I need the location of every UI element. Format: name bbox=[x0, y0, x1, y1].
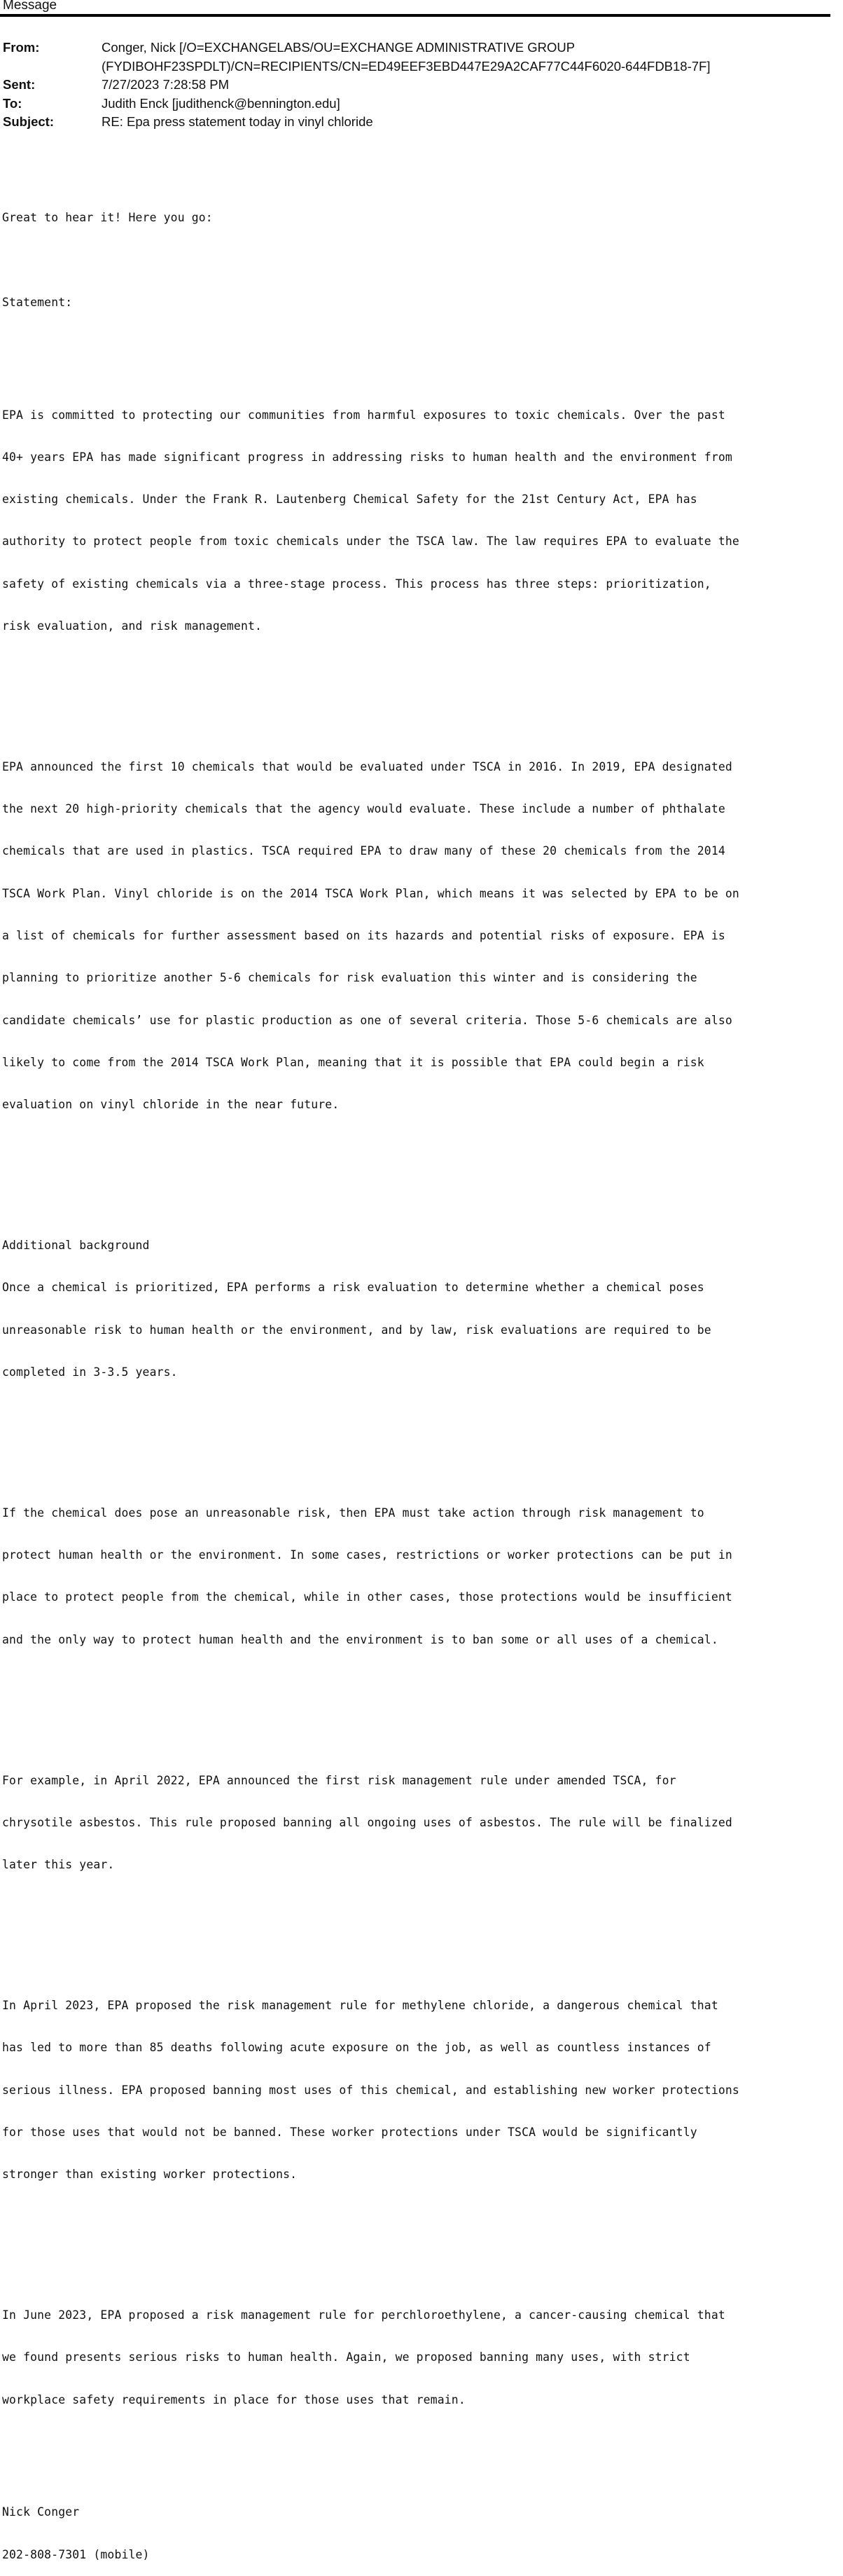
sent-label: Sent: bbox=[3, 77, 36, 92]
window-title: Message bbox=[3, 0, 57, 13]
sent-value: 7/27/2023 7:28:58 PM bbox=[102, 77, 230, 92]
greeting: Great to hear it! Here you go: bbox=[2, 211, 213, 225]
header-divider bbox=[0, 14, 830, 17]
subject-row bbox=[3, 113, 711, 132]
subject-value: RE: Epa press statement today in vinyl chloride bbox=[102, 114, 373, 129]
from-value-line2: (FYDIBOHF23SPDLT)/CN=RECIPIENTS/CN=ED49EEF3EBD447E29A2CAF77C44F6020-644FDB18-7F] bbox=[102, 58, 711, 74]
from-row bbox=[3, 39, 711, 57]
paragraph-7: In June 2023, EPA proposed a risk management rule for perchloroethylene, a cancer-causing chemical that we found presents serious risks to human health. Again, we proposed banning many uses, with strict workplace safety requirements in place for those uses that remain. bbox=[2, 2308, 725, 2406]
signature-name: Nick Conger bbox=[2, 2505, 80, 2519]
sent-row bbox=[3, 76, 711, 95]
subject-label: Subject: bbox=[3, 114, 54, 129]
message-headers bbox=[3, 39, 711, 132]
paragraph-2: EPA announced the first 10 chemicals that would be evaluated under TSCA in 2016. In 2019, EPA designated the next 20 high-priority chemicals that the agency would evaluate. These include a number of phthalate chemicals that are used in plastics. TSCA required EPA to draw many of these 20 chemicals from the 2014 TSCA Work Plan. Vinyl chloride is on the 2014 TSCA Work Plan, which means it was selected by EPA to be on a list of chemicals for further assessment based on its hazards and potential risks of exposure. EPA is planning to prioritize another 5-6 chemicals for risk evaluation this winter and is considering the candidate chemicals’ use for plastic production as one of several criteria. Those 5-6 chemicals are also likely to come from the 2014 TSCA Work Plan, meaning that it is possible that EPA could begin a risk evaluation on vinyl chloride in the near future. bbox=[2, 759, 739, 1112]
additional-background-heading: Additional background bbox=[2, 1239, 150, 1253]
paragraph-5: For example, in April 2022, EPA announced the first risk management rule under amended TSCA, for chrysotile asbestos. This rule proposed banning all ongoing uses of asbestos. The rule will be finalized later this year. bbox=[2, 1773, 732, 1872]
message-body bbox=[2, 183, 842, 2576]
from-label: From: bbox=[3, 40, 40, 55]
paragraph-1: EPA is committed to protecting our communities from harmful exposures to toxic chemicals. Over the past 40+ years EPA has made significant progress in addressing risks to human health and the environment from existing chemicals. Under the Frank R. Lautenberg Chemical Safety for the 21st Century Act, EPA has authority to protect people from toxic chemicals under the TSCA law. The law requires EPA to evaluate the safety of existing chemicals via a three-stage process. This process has three steps: prioritization, risk evaluation, and risk management. bbox=[2, 408, 739, 633]
to-label: To: bbox=[3, 95, 22, 111]
from-value-line1: Conger, Nick [/O=EXCHANGELABS/OU=EXCHANGE ADMINISTRATIVE GROUP bbox=[102, 40, 576, 55]
statement-label: Statement: bbox=[2, 295, 73, 309]
paragraph-3: Additional background Once a chemical is prioritized, EPA performs a risk evaluation to determine whether a chemical poses unreasonable risk to human health or the environment, and by law, risk evaluations are required to be completed in 3-3.5 years. bbox=[2, 1211, 842, 1407]
to-value: Judith Enck [judithenck@bennington.edu] bbox=[102, 95, 340, 111]
to-row bbox=[3, 95, 711, 113]
signature-phone: 202-808-7301 (mobile) bbox=[2, 2547, 150, 2561]
paragraph-6: In April 2023, EPA proposed the risk management rule for methylene chloride, a dangerous chemical that has led to more than 85 deaths following acute exposure on the job, as well as countless instances of serious illness. EPA proposed banning most uses of this chemical, and establishing new worker protections for those uses that would not be banned. These worker protections under TSCA would be significantly stronger than existing worker protections. bbox=[2, 1999, 739, 2182]
paragraph-4: If the chemical does pose an unreasonable risk, then EPA must take action through risk management to protect human health or the environment. In some cases, restrictions or worker protections can be put in place to protect people from the chemical, while in other cases, those protections would be insufficient and the only way to protect human health and the environment is to ban some or all uses of a chemical. bbox=[2, 1506, 732, 1646]
from-row-continued bbox=[3, 57, 711, 76]
